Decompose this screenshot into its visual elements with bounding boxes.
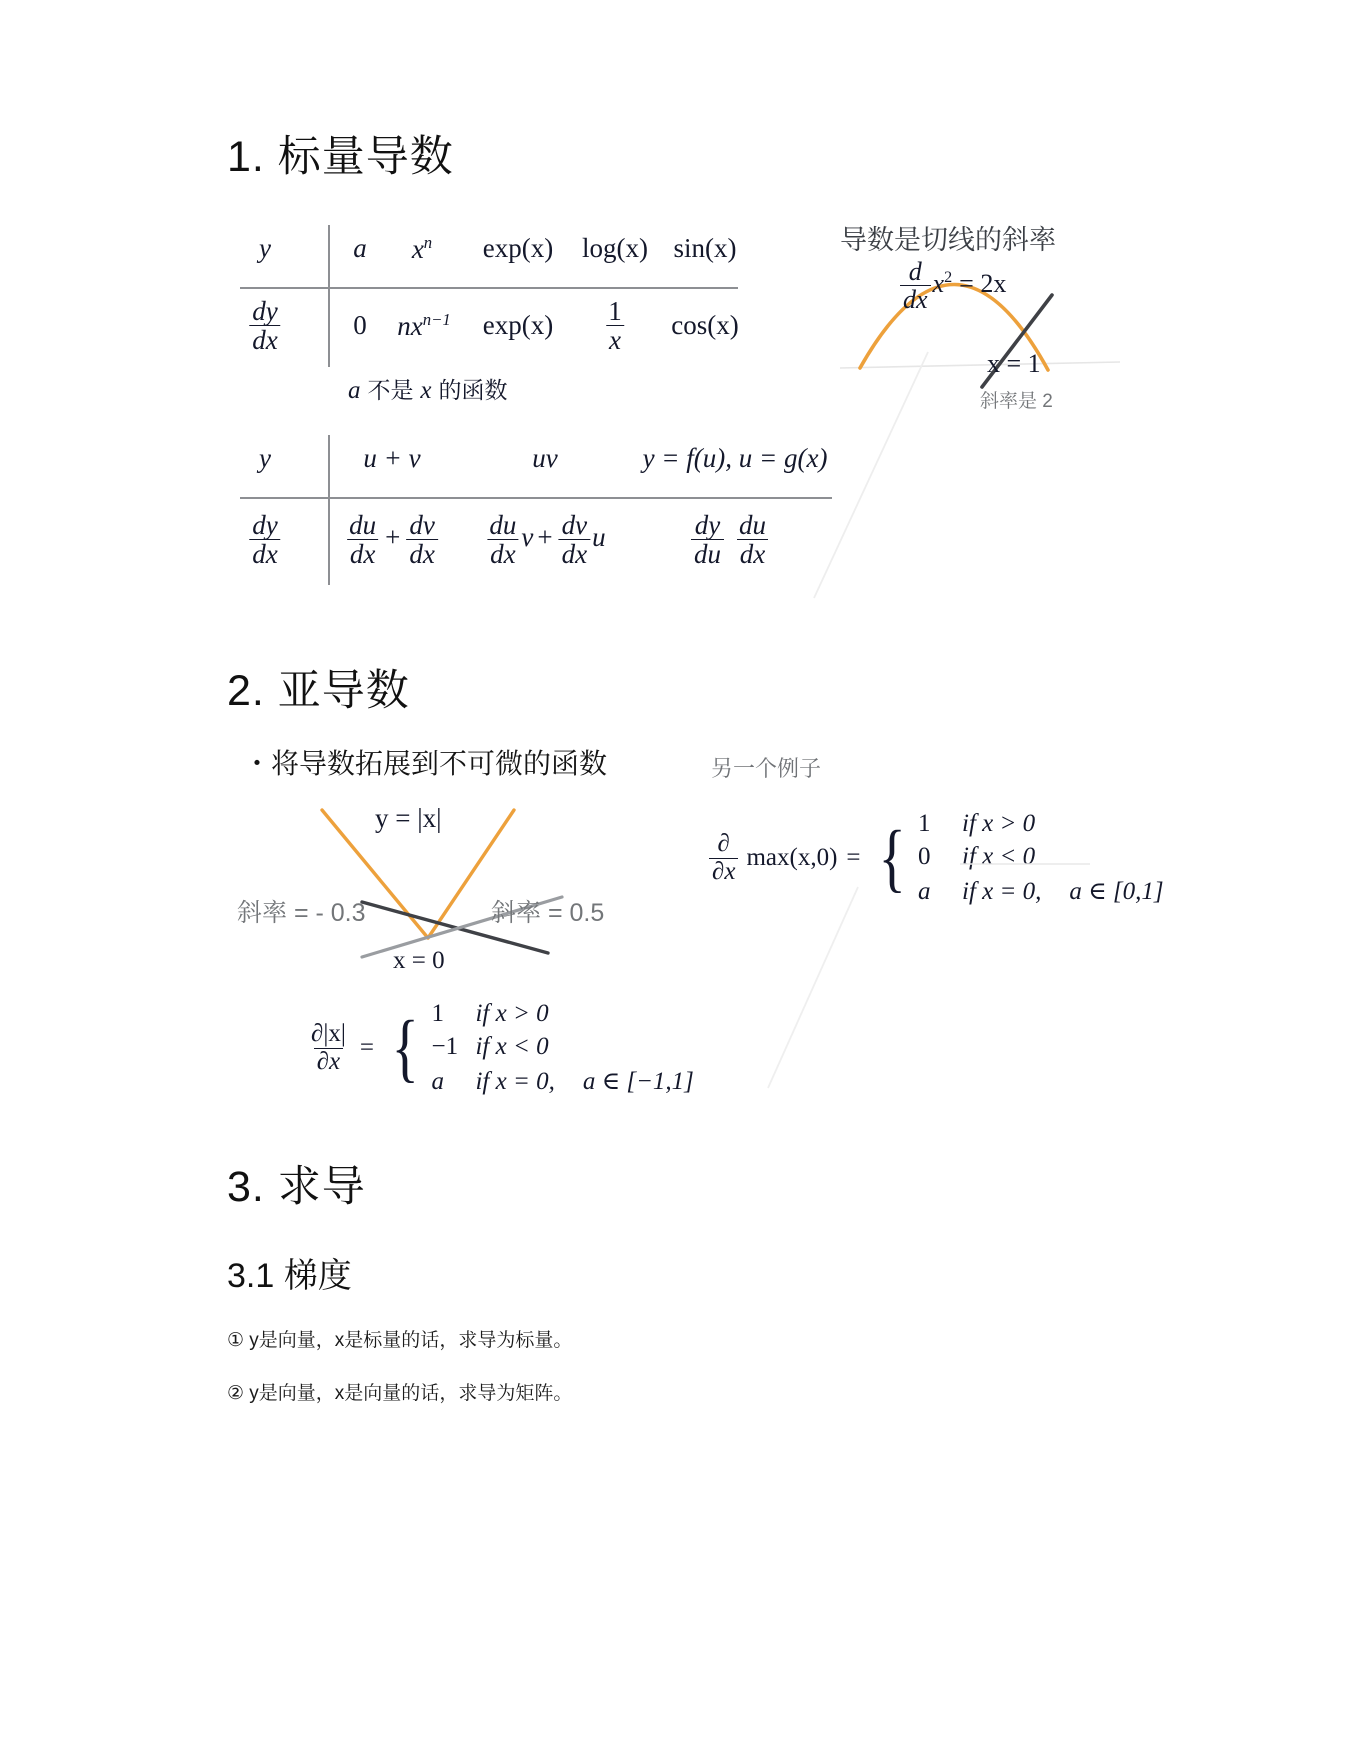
section-heading-1: 1. 标量导数: [227, 133, 454, 181]
gradient-note-1: ① y是向量，x是标量的话，求导为标量。: [227, 1330, 573, 1351]
figure-tangent-formula: [898, 258, 1006, 314]
figure-abs-curve-label: y = |x|: [375, 803, 442, 833]
section-heading-3: 3. 求导: [227, 1163, 366, 1211]
table-basic-col3-dydx-den: x: [606, 325, 624, 354]
piecewise-max-case2-value: a: [918, 878, 931, 905]
table-basic-derivatives: [240, 225, 740, 365]
piecewise-abs-case1-value: −1: [431, 1033, 459, 1060]
piecewise-abs-case0-cond: if x > 0: [475, 1000, 549, 1027]
table-basic-col1-y-sup: n: [423, 233, 433, 252]
tangent-formula-num: d: [908, 257, 922, 286]
table-rules-col2-y: y = f(u), u = g(x): [642, 443, 828, 473]
piecewise-abs-case0-value: 1: [431, 1000, 444, 1027]
rule-product-a-den: dx: [487, 539, 518, 568]
table-rules-row-header-dydx-num: dy: [252, 510, 278, 540]
rule-product-a-num: du: [489, 510, 517, 540]
piecewise-max-case2-cond: if x = 0,: [962, 878, 1042, 905]
figure-max-underline-svg: [960, 862, 1090, 866]
table-basic-col1-y: x: [411, 234, 424, 264]
rule-product-op: +: [537, 522, 553, 553]
piecewise-max-case-row: [918, 843, 1164, 871]
rule-chain-a-num: dy: [694, 510, 721, 540]
section-heading-3-1: 3.1 梯度: [227, 1257, 352, 1295]
table-derivative-rules: [240, 435, 840, 585]
figure-max-underline: [960, 862, 1090, 866]
tangent-formula-eq: = 2x: [959, 268, 1007, 298]
piecewise-abs: [306, 1000, 694, 1096]
figure-connector-1-svg: [810, 350, 930, 600]
figure-tangent-slope-label: 斜率是 2: [980, 391, 1053, 412]
tangent-formula-rest: x: [932, 268, 945, 298]
rule-product-a-tail: v: [521, 522, 534, 553]
figure-abs-slope-left: 斜率 = - 0.3: [237, 899, 366, 927]
table-rules-row-header-y: y: [259, 443, 271, 473]
table-basic-row-header-y: y: [259, 233, 271, 263]
table-basic-col0-dydx: 0: [353, 310, 367, 340]
piecewise-max-case0-value: 1: [918, 810, 931, 837]
connector-line-1: [814, 352, 928, 598]
table-basic-footnote-pre: a: [348, 377, 361, 404]
piecewise-abs-case-row: [431, 1033, 693, 1061]
figure-abs-origin-label: x = 0: [393, 947, 445, 974]
rule-chain-b-den: dx: [737, 539, 768, 568]
rule-sum-b-den: dx: [406, 539, 437, 568]
piecewise-max-case-row: [918, 810, 1164, 838]
rule-sum-op: +: [385, 522, 401, 553]
table-rules-col1-y: uv: [532, 443, 558, 473]
table-basic-col4-dydx: cos(x): [671, 310, 739, 340]
table-basic-footnote-mid: 不是: [367, 377, 414, 403]
piecewise-abs-case2-value: a: [431, 1068, 444, 1095]
table-rules-hline: [240, 497, 832, 499]
table-basic-footnote-post: 的函数: [438, 377, 508, 403]
rule-product-b-den: dx: [559, 539, 590, 568]
piecewise-abs-lhs-num: ∂|x|: [311, 1020, 346, 1048]
piecewise-max-lhs-fn: max(x,0): [746, 844, 838, 871]
piecewise-max-note: 另一个例子: [711, 756, 822, 781]
figure-connector-2: [765, 885, 860, 1090]
figure-abs: [300, 805, 660, 955]
table-rules-vline: [328, 435, 330, 585]
table-basic-hline: [240, 287, 738, 289]
figure-abs-slope-right: 斜率 = 0.5: [491, 899, 605, 927]
piecewise-abs-case2-extra: a ∈ [−1,1]: [582, 1068, 694, 1095]
table-basic-row-header-dydx-num: dy: [252, 296, 278, 326]
piecewise-max-lhs-den: ∂x: [709, 858, 738, 885]
table-basic-footnote: [348, 372, 507, 405]
table-basic-col1-dydx: nx: [397, 311, 423, 341]
gradient-note-2: ② y是向量，x是向量的话，求导为矩阵。: [227, 1383, 573, 1404]
piecewise-abs-case2-cond: if x = 0,: [475, 1068, 555, 1095]
table-rules-col0-y: u + v: [363, 443, 421, 473]
piecewise-abs-case-row: [431, 1066, 693, 1096]
tangent-formula-sup: 2: [944, 269, 953, 287]
section-heading-2: 2. 亚导数: [227, 667, 410, 715]
piecewise-max-lhs-num: ∂: [717, 830, 730, 858]
connector-line-2: [768, 887, 858, 1088]
piecewise-max-cases: [918, 810, 1164, 906]
table-basic-vline: [328, 225, 330, 367]
table-basic-footnote-var: x: [420, 377, 432, 404]
piecewise-abs-case-row: [431, 1000, 693, 1028]
rule-chain-a-den: du: [691, 539, 724, 568]
piecewise-abs-case1-cond: if x < 0: [475, 1033, 549, 1060]
table-basic-col2-dydx: exp(x): [482, 310, 554, 340]
piecewise-abs-brace: {: [391, 1005, 419, 1090]
piecewise-max-brace: {: [878, 815, 906, 900]
figure-connector-2-svg: [765, 885, 860, 1090]
figure-tangent-caption: 导数是切线的斜率: [840, 225, 1056, 255]
table-basic-col3-y: log(x): [582, 233, 648, 263]
figure-connector-1: [810, 350, 930, 600]
piecewise-abs-equals: =: [359, 1034, 374, 1061]
rule-sum-b-num: dv: [409, 510, 435, 540]
figure-tangent-point-label: x = 1: [987, 349, 1041, 378]
table-basic-row-header-dydx-den: dx: [249, 325, 280, 354]
piecewise-max-equals: =: [846, 844, 861, 871]
piecewise-abs-lhs-den: ∂x: [314, 1048, 343, 1075]
piecewise-abs-cases: [431, 1000, 693, 1096]
piecewise-max-case1-value: 0: [918, 843, 931, 870]
figure-abs-svg: [300, 805, 660, 955]
table-basic-col2-y: exp(x): [482, 233, 554, 263]
piecewise-max-case-row: [918, 876, 1164, 906]
table-basic-col1-dydx-sup: n−1: [422, 310, 451, 329]
subderivative-bullet: ・将导数拓展到不可微的函数: [243, 748, 608, 779]
rule-product-b-tail: u: [592, 522, 606, 553]
table-rules-row-header-dydx-den: dx: [249, 539, 280, 568]
piecewise-max-case2-extra: a ∈ [0,1]: [1069, 878, 1164, 905]
piecewise-max-case1-cond: if x < 0: [962, 843, 1036, 870]
table-basic-col0-y: a: [353, 233, 367, 263]
piecewise-max-case0-cond: if x > 0: [962, 810, 1036, 837]
rule-product-b-num: dv: [561, 510, 588, 540]
table-basic-col4-y: sin(x): [673, 233, 737, 263]
rule-sum-a-den: dx: [347, 539, 378, 568]
table-basic-col3-dydx-num: 1: [608, 296, 622, 326]
rule-sum-a-num: du: [349, 510, 377, 540]
rule-chain-b-num: du: [739, 510, 766, 540]
tangent-formula-den: dx: [900, 285, 931, 313]
